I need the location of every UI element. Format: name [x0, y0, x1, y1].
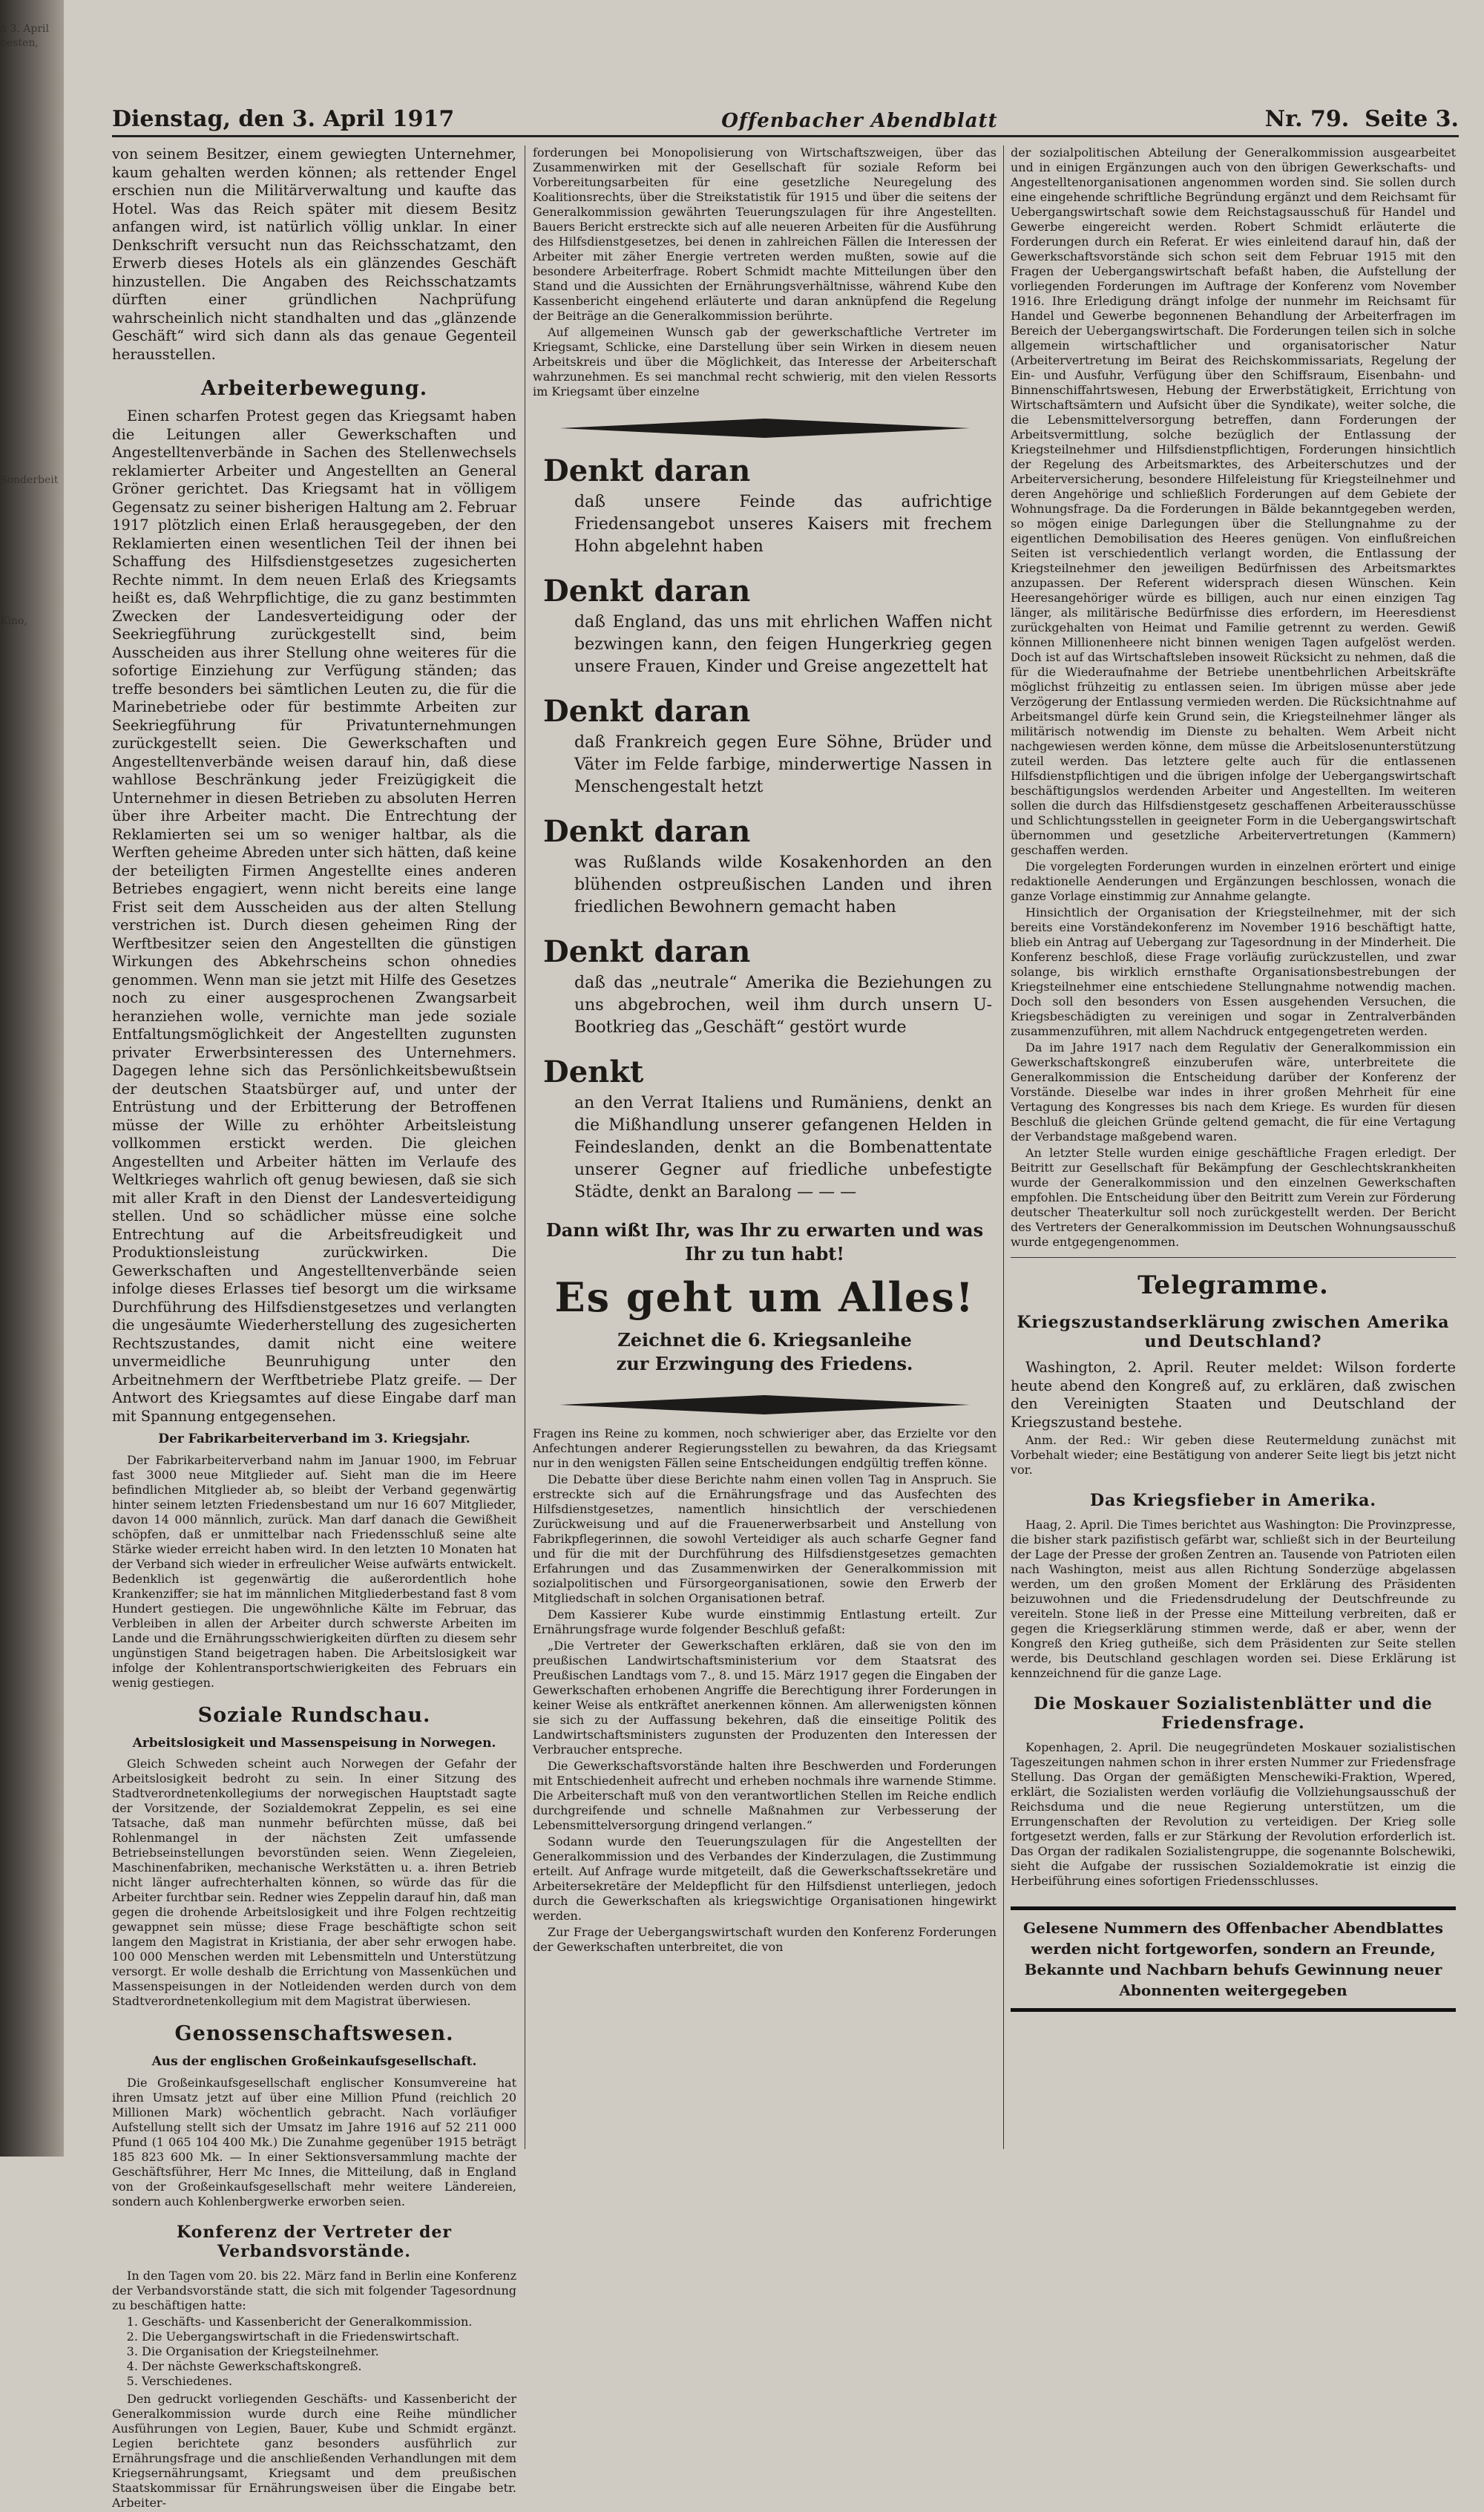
article-text: An letzter Stelle wurden einige geschäftliche Fragen erledigt. Der Beitritt zur Gesellschaft für Bekämpfung der Geschlechtskrankheiten wurde der Generalkommission und den einzelnen Gewerkschaften empfohlen. Die Entscheidung über den Beitritt zum Verein zur Förderung deutscher Theaterkultur soll noch zurückgestellt werden. Der Bericht des Vertreters der Generalkommission im Deutschen Wohnungsausschuß wurde entgegengenommen.	[1011, 1146, 1456, 1249]
article-text: Die Großeinkaufsgesellschaft englischer Konsumvereine hat ihren Umsatz jetzt auf über eine Million Pfund (reichlich 20 Millionen Mark) wöchentlich gebracht. Nach vorläufiger Aufstellung stellt sich der Umsatz im Jahre 1916 auf 52 211 000 Pfund (1 065 104 400 Mk.) Die Zunahme gegenüber 1915 beträgt 185 823 600 Mk. — In einer Sektionsversammlung machte der Geschäftsführer, Herr Mc Innes, die Mitteilung, daß in England von der Großeinkaufsgesellschaft mehr weitere Ländereien, sondern auch Kohlenbergwerke erworben seien.	[112, 2075, 516, 2208]
ornament-divider	[559, 419, 970, 438]
edge-fragment	[0, 1023, 58, 1037]
edge-fragment	[0, 1235, 58, 1249]
edge-fragment	[0, 1249, 58, 1263]
edge-fragment	[0, 318, 58, 332]
edge-fragment	[0, 177, 58, 191]
edge-fragment	[0, 1164, 58, 1178]
telegram-text: Kopenhagen, 2. April. Die neugegründeten Moskauer sozialistischen Tageszeitungen nahmen schon in ihrer ersten Nummer zur Friedensfrage Stellung. Das Organ der gemäßigten Menschewiki-Fraktion, Wpered, erklärt, die Sozialisten werden vorläufig die Vollziehungsausschuß der Reichsduma und die neue Regierung unterstützen, um die Errungenschaften der Revolution zu verteidigen. Der Krieg solle fortgesetzt werden, falls er zur Stärkung der Revolution erforderlich ist. Das Organ der radikalen Sozialistengruppe, die sogenannte Bolschewiki, sieht die Aufgabe der russischen Sozialdemokratie ist einzig die Herbeiführung eines sofortigen Friedensschlusses.	[1011, 1740, 1456, 1888]
edge-fragment	[0, 812, 58, 826]
subscription-notice: Gelesene Nummern des Offenbacher Abendblattes werden nicht fortgeworfen, sondern an Freunde, Bekannte und Nachbarn behufs Gewinnung neuer Abonnenten weitergegeben	[1011, 1906, 1456, 2012]
page-header	[112, 101, 1459, 137]
edge-fragment	[0, 107, 58, 121]
edge-fragment	[0, 1334, 58, 1348]
edge-fragment	[0, 262, 58, 276]
section-heading: Genossenschaftswesen.	[174, 2022, 454, 2045]
ad-text: daß England, das uns mit ehrlichen Waffen nicht bezwingen kann, den feigen Hungerkrieg gegen unsere Frauen, Kinder und Greise angezettelt hat	[574, 613, 992, 676]
column-rule-2	[1003, 145, 1004, 2149]
page-number: Seite 3.	[1365, 106, 1459, 132]
edge-fragment	[0, 671, 58, 685]
edge-fragment	[0, 699, 58, 713]
edge-fragment	[0, 1404, 58, 1418]
edge-fragment	[0, 93, 58, 107]
ad-heading: Denkt daran	[543, 934, 751, 969]
edge-fragment	[0, 1037, 58, 1052]
edge-fragment	[0, 770, 58, 784]
ad-slogan: Es geht um Alles!	[554, 1273, 975, 1321]
ad-signature-2: zur Erzwingung des Friedens.	[616, 1353, 913, 1374]
edge-fragment	[0, 1178, 58, 1193]
agenda-item: 4. Der nächste Gewerkschaftskongreß.	[142, 2359, 516, 2374]
edge-fragment	[0, 1263, 58, 1277]
edge-fragment	[0, 1221, 58, 1235]
edge-fragment	[0, 727, 58, 741]
edge-fragment	[0, 530, 58, 544]
newspaper-page	[71, 88, 1472, 2510]
ad-heading: Denkt daran	[543, 453, 751, 488]
edge-fragment	[0, 981, 58, 995]
edge-fragment	[0, 784, 58, 798]
edge-fragment	[0, 939, 58, 953]
edge-fragment	[0, 1390, 58, 1404]
edge-fragment	[0, 713, 58, 727]
article-text: Die Gewerkschaftsvorstände halten ihre Beschwerden und Forderungen mit Entschiedenheit aufrecht und erheben nochmals ihre warnende Stimme. Die Arbeiterschaft muß von den verantwortlichen Stellen im Reiche endlich durchgreifende und schnelle Maßnahmen zur Verbesserung der Lebensmittelversorgung dringend verlangen.“	[533, 1759, 997, 1832]
article-text: Den gedruckt vorliegenden Geschäfts- und Kassenbericht der Generalkommission wurde durch eine Reihe mündlicher Ausführungen von Legien, Bauer, Kube und Schmidt ergänzt. Legien berichtete ganz besonders ausführlich zur Ernährungsfrage und die anschließenden Verhandlungen mit dem Kriegsernährungsamt, Kriegsamt und dem preußischen Staatskommissar für Ernährungsweisen über die Eingabe betr. Arbeiter-	[112, 2391, 516, 2510]
edge-fragment	[0, 445, 58, 459]
edge-fragment: Sonderbeit	[0, 474, 58, 486]
edge-fragment: Kino,	[0, 615, 27, 627]
edge-fragment	[0, 220, 58, 234]
ad-text: daß das „neutrale“ Amerika die Beziehungen zu uns abgebrochen, weil ihm durch unsern U-Bootkrieg das „Geschäft“ gestört wurde	[574, 974, 992, 1037]
edge-fragment	[0, 911, 58, 925]
article-subheading: Der Fabrikarbeiterverband im 3. Kriegsjahr.	[158, 1432, 470, 1446]
edge-fragment	[0, 868, 58, 882]
ad-heading: Denkt daran	[543, 574, 751, 609]
edge-fragment	[0, 840, 58, 854]
article-text: Dem Kassierer Kube wurde einstimmig Entlastung erteilt. Zur Ernährungsfrage wurde folgender Beschluß gefaßt:	[533, 1607, 997, 1636]
article-continued: forderungen bei Monopolisierung von Wirtschaftszweigen, über das Zusammenwirken mit der Gesellschaft für soziale Reform bei Vorbereitungsarbeiten für eine gesetzliche Neuregelung des Koalitionsrechts, über die Streikstatistik für 1915 und über die seitens der Generalkommission gewährten Teuerungszulagen für ihre Angestellten. Bauers Bericht erstreckte sich auf alle neueren Arbeiten für die Ausführung des Hilfsdienstgesetzes, bei denen in zahlreichen Fällen die Interessen der Arbeiter mit zäher Energie vertreten werden mußten, sowie auf die besondere Arbeiterfrage. Robert Schmidt machte Mitteilungen über den Stand und die Aussichten der Ernährungsverhältnisse, während Kube den Kassenbericht eingehend erläuterte und daran anknüpfend die Regelung der Beiträge an die Generalkommission berührte.	[533, 145, 997, 323]
telegram-text: Haag, 2. April. Die Times berichtet aus Washington: Die Provinzpresse, die bisher stark pazifistisch gefärbt war, schließt sich in der Beurteilung der Lage der Presse der großen Zentren an. Tausende von Patrioten eilen nach Washington, meist aus allen Richtung Sonderzüge abgelassen werden, um den großen Moment der Erklärung des Präsidenten beizuwohnen und die Friedensdrudelung der Deutschfreunde zu vereiteln. Stone ließ in der Presse eine Mitteilung verbreiten, daß er gegen die Kriegserklärung stimmen werde, daß er aber, wenn der Kongreß den Krieg gutheiße, sich dem Präsidenten zur Seite stellen werde, bis Deutschland geschlagen worden sei. Diese Erklärung ist kennzeichnend für die ganze Lage.	[1011, 1518, 1456, 1680]
war-bond-advertisement	[533, 419, 997, 1414]
telegram-headline: Die Moskauer Sozialistenblätter und die Friedensfrage.	[1034, 1694, 1433, 1733]
edge-fragment	[0, 1052, 58, 1066]
telegram-headline: Das Kriegsfieber in Amerika.	[1089, 1491, 1377, 1510]
ad-text: was Rußlands wilde Kosakenhorden an den blühenden ostpreußischen Landen und ihren friedlichen Bewohnern gemacht haben	[574, 853, 992, 916]
article-subheading: Arbeitslosigkeit und Massenspeisung in Norwegen.	[132, 1735, 496, 1751]
edge-fragment	[0, 65, 58, 79]
edge-fragment	[0, 135, 58, 149]
edge-fragment: besten,	[0, 37, 39, 49]
edge-fragment	[0, 1136, 58, 1150]
article-text: Die Debatte über diese Berichte nahm einen vollen Tag in Anspruch. Sie erstreckte sich auf die Ernährungsfrage und das Ausfechten des Hilfsdienstgesetzes, namentlich hinsichtlich der verschiedenen Zurückweisung und auf die Frauenerwerbsarbeit und Anstellung von Fabrikpflegerinnen, die sowohl Verteidiger als auch scharfe Gegner fand und für die mit der Durchführung des Hilfsdienstgesetzes gemachten Erfahrungen und das Zusammenwirken der Generalkommission mit sozialpolitischen und Fürsorgeorganisationen, sowie den Erwerb der Mitgliedschaft in solchen Organisationen betraf.	[533, 1472, 997, 1605]
edge-fragment	[0, 304, 58, 318]
edge-fragment	[0, 290, 58, 304]
edge-fragment	[0, 502, 58, 516]
article-text: Hinsichtlich der Organisation der Kriegsteilnehmer, mit der sich bereits eine Vorständekonferenz im November 1916 beschäftigt hatte, blieb ein Antrag auf Uebergang zur Tagesordnung in der Minderheit. Die Konferenz beschloß, diese Frage vorläufig zurückzustellen, und zwar solange, bis wirklich ernsthafte Organisationsbestrebungen der Kriegsteilnehmer eine entschiedene Stellungnahme notwendig machen. Doch soll den besonders von Essen ausgehenden Versuchen, die Kriegsbeschädigten zu vereinigen und sogar in Zentralverbänden zusammenzuführen, mit allem Nachdruck entgegengetreten werden.	[1011, 905, 1456, 1038]
edge-fragment	[0, 629, 58, 643]
ad-heading: Denkt daran	[543, 694, 751, 729]
edge-fragment	[0, 276, 58, 290]
edge-fragment	[0, 882, 58, 896]
edge-fragment	[0, 643, 58, 657]
edge-fragment	[0, 347, 58, 361]
issue-number: Nr. 79.	[1264, 106, 1350, 132]
column-3	[1011, 145, 1456, 2012]
edge-fragment	[0, 1207, 58, 1221]
edge-fragment	[0, 967, 58, 981]
article-text: In den Tagen vom 20. bis 22. März fand in Berlin eine Konferenz der Verbandsvorstände statt, die sich mit folgender Tagesordnung zu beschäftigen hatte:	[112, 2268, 516, 2312]
edge-fragment	[0, 685, 58, 699]
edge-fragment	[0, 1108, 58, 1122]
edge-fragment	[0, 826, 58, 840]
column-1	[112, 145, 516, 2512]
ornament-divider	[559, 1395, 970, 1414]
edge-fragment	[0, 1009, 58, 1023]
edge-fragment	[0, 403, 58, 417]
edge-fragment	[0, 163, 58, 177]
newspaper-title: Offenbacher Abendblatt	[721, 110, 998, 132]
adjacent-page-edge	[0, 22, 58, 2160]
agenda-item: 3. Die Organisation der Kriegsteilnehmer.	[142, 2344, 516, 2359]
edge-fragment	[0, 600, 58, 614]
section-heading: Arbeiterbewegung.	[200, 377, 428, 400]
edge-fragment	[0, 431, 58, 445]
edge-fragment	[0, 1362, 58, 1376]
agenda-item: 1. Geschäfts- und Kassenbericht der Generalkommission.	[142, 2315, 516, 2329]
edge-fragment	[0, 995, 58, 1009]
edge-fragment	[0, 1291, 58, 1305]
edge-fragment	[0, 657, 58, 671]
edge-fragment	[0, 389, 58, 403]
section-heading: Telegramme.	[1137, 1270, 1329, 1300]
edge-fragment	[0, 375, 58, 389]
section-heading: Soziale Rundschau.	[197, 1703, 431, 1727]
article-text: Die vorgelegten Forderungen wurden in einzelnen erörtert und einige redaktionelle Aenderungen und Ergänzungen beschlossen, wonach die ganze Vorlage einstimmig zur Annahme gelangte.	[1011, 859, 1456, 903]
article-text: Fragen ins Reine zu kommen, noch schwieriger aber, das Erzielte vor den Anfechtungen anderer Regierungsstellen zu bewahren, da das Kriegsamt nur in den wenigsten Fällen seine Entscheidungen endgültig treffen könne.	[533, 1426, 997, 1470]
section-heading: Konferenz der Vertreter der Verbandsvorstände.	[177, 2222, 452, 2261]
edge-fragment	[0, 1122, 58, 1136]
edge-fragment	[0, 1193, 58, 1207]
edge-fragment	[0, 50, 58, 65]
edge-fragment	[0, 798, 58, 812]
article-subheading: Aus der englischen Großeinkaufsgesellschaft.	[151, 2054, 477, 2069]
telegram-text: Washington, 2. April. Reuter meldet: Wilson forderte heute abend den Kongreß auf, zu erklären, daß zwischen den Vereinigten Staaten und Deutschland der Kriegszustand bestehe.	[1011, 1359, 1456, 1431]
edge-fragment	[0, 1305, 58, 1319]
edge-fragment	[0, 206, 58, 220]
edge-fragment	[0, 755, 58, 770]
edge-fragment	[0, 741, 58, 755]
edge-fragment	[0, 361, 58, 375]
edge-fragment	[0, 854, 58, 868]
article-text: „Die Vertreter der Gewerkschaften erklären, daß sie von den im preußischen Landwirtschaftsministerium vor dem Staatsrat des Preußischen Landtags vom 7., 8. und 15. März 1917 gegen die Eingaben der Gewerkschaften erhobenen Angriffe die Berechtigung ihrer Forderungen in keiner Weise als entkräftet anerkennen können. Am allerwenigsten können sie sich zu der Auffassung bekehren, daß die einseitige Politik des Landwirtschaftsministers zugunsten der Produzenten den Interessen der Verbraucher entspreche.	[533, 1639, 997, 1757]
edge-fragment	[0, 79, 58, 93]
divider	[1011, 1257, 1456, 1258]
article-text: Sodann wurde den Teuerungszulagen für die Angestellten der Generalkommission und des Verbandes der Kinderzulagen, die Zustimmung erteilt. Auf Anfrage wurde mitgeteilt, daß die Gewerkschaftssekretäre und Arbeitersekretäre der Meldepflicht für den Hilfsdienst unterliegen, jedoch durch die Gewerkschaften als kriegswichtige Organisationen hingewirkt werden.	[533, 1834, 997, 1923]
edge-fragment	[0, 925, 58, 939]
edge-fragment	[0, 1277, 58, 1291]
edge-fragment	[0, 1066, 58, 1080]
ad-heading: Denkt	[543, 1055, 644, 1089]
edge-fragment	[0, 953, 58, 967]
edge-fragment	[0, 332, 58, 347]
telegram-headline: Kriegszustandserklärung zwischen Amerika und Deutschland?	[1017, 1313, 1450, 1351]
edge-fragment	[0, 558, 58, 572]
article-continued: von seinem Besitzer, einem gewiegten Unternehmer, kaum gehalten werden können; als rettender Engel erschien nun die Militärverwaltung und kaufte das Hotel. Was das Reich später mit diesem Besitz anfangen wird, ist natürlich völlig unklar. In einer Denkschrift versucht nun das Reichsschatzamt, den Erwerb dieses Hotels als ein glänzendes Geschäft hinzustellen. Die Angaben des Reichsschatzamts dürften einer gründlichen Nachprüfung wahrscheinlich nicht standhalten und das „glänzende Geschäft“ wird sich dann als das genaue Gegenteil herausstellen.	[112, 145, 516, 363]
article-text: Auf allgemeinen Wunsch gab der gewerkschaftliche Vertreter im Kriegsamt, Schlicke, eine Darstellung über sein Wirken in diesem neuen Arbeitskreis und über die Möglichkeit, das Interesse der Arbeiterschaft wahrzunehmen. Es sei manchmal recht schwierig, mit den vielen Ressorts im Kriegsamt über einzelne	[533, 325, 997, 399]
column-2	[533, 145, 997, 1956]
article-text: Einen scharfen Protest gegen das Kriegsamt haben die Leitungen aller Gewerkschaften und Angestelltenverbände in Sachen des Stellenwechsels reklamierter Arbeiter und Angestellten an General Gröner gerichtet. Das Kriegsamt hat in völligem Gegensatz zu seiner bisherigen Haltung am 2. Februar 1917 plötzlich einen Erlaß herausgegeben, der den Reklamierten einen wesentlichen Teil der ihnen bei Schaffung des Hilfsdienstgesetzes zugesicherten Rechte nimmt. In dem neuen Erlaß des Kriegsamts heißt es, daß Wehrpflichtige, die zu ganz bestimmten Zwecken der Landesverteidigung oder der Seekriegführung zurückgestellt sind, beim Ausscheiden aus ihrer Stellung ohne weiteres für die sofortige Einziehung zur Verfügung ständen; das treffe besonders bei sämtlichen Leuten zu, die für die Marinebetriebe oder für bestimmte Arbeiten zur Seekriegführung für Privatunternehmungen zurückgestellt seien. Die Gewerkschaften und Angestelltenverbände weisen darauf hin, daß diese wahllose Beschränkung jeder Freizügigkeit die Unternehmer in diesen Betrieben zu absoluten Herren über ihre Arbeiter macht. Die Entrechtung der Reklamierten sei um so weniger haltbar, als die Werften geheime Abreden unter sich hätten, daß keine der beteiligten Firmen Angestellte eines anderen Betriebes engagiert, wenn nicht bereits eine lange Frist seit dem Ausscheiden aus der alten Stellung verstrichen ist. Durch diesen geheimen Ring der Werftbesitzer seien den Angestellten die günstigen Wirkungen des Abkehrscheins schon ohnedies genommen. Wenn man sie jetzt mit Hilfe des Gesetzes noch zu einer ausgesprochenen Zwangsarbeit heranziehen wolle, vernichte man jede soziale Entfaltungsmöglichkeit der Angestellten zugunsten privater Erwerbsinteressen des Unternehmers. Dagegen lehne sich das Persönlichkeitsbewußtsein der deutschen Staatsbürger auf, und unter der Entrüstung und der Erbitterung der Betroffenen müsse der Wille zu erhöhter Arbeitsleistung vollkommen erstickt werden. Die gleichen Angestellten und Arbeiter hätten im Verlaufe des Weltkrieges wahrlich oft genug bewiesen, daß sie sich mit aller Kraft in den Dienst der Landesverteidigung stellen. Und so schädlicher müsse eine solche Entrechtung auf die Arbeitsfreudigkeit und Produktionsleistung zurückwirken. Die Gewerkschaften und Angestelltenverbände seien infolge dieses Erlasses tief besorgt um die wirksame Durchführung des Hilfsdienstgesetzes und verlangten die ungesäumte Wiederherstellung des zugesicherten Rechtszustandes, damit nicht eine weitere unvermeidliche Beunruhigung unter den Arbeitnehmern der Werftbetriebe Platz greife. — Der Antwort des Kriegsamtes auf diese Eingabe darf man mit Spannung entgegensehen.	[112, 407, 516, 1425]
edge-fragment	[0, 149, 58, 163]
article-text: Zur Frage der Uebergangswirtschaft wurden den Konferenz Forderungen der Gewerkschaften unterbreitet, die von	[533, 1925, 997, 1954]
edge-fragment	[0, 1348, 58, 1362]
edge-fragment	[0, 544, 58, 558]
edge-fragment	[0, 516, 58, 530]
ad-signature-1: Zeichnet die 6. Kriegsanleihe	[617, 1329, 912, 1351]
agenda-item: 5. Verschiedenes.	[142, 2374, 516, 2389]
ad-call: Dann wißt Ihr, was Ihr zu erwarten und was Ihr zu tun habt!	[545, 1219, 984, 1265]
edge-fragment	[0, 459, 58, 473]
edge-fragment	[0, 488, 58, 502]
edge-fragment	[0, 417, 58, 431]
edge-fragment	[0, 1319, 58, 1334]
ad-text: daß Frankreich gegen Eure Söhne, Brüder und Väter im Felde farbige, minderwertige Nassen in Menschengestalt hetzt	[574, 733, 992, 796]
edge-fragment: n 3. April	[0, 23, 49, 35]
edge-fragment	[0, 121, 58, 135]
ad-text: an den Verrat Italiens und Rumäniens, denkt an die Mißhandlung unserer gefangenen Helden in Feindeslanden, denkt an die Bombenattentate unserer Gegner auf friedliche unbefestigte Städte, denkt an Baralong — — —	[574, 1094, 992, 1201]
editor-note: Anm. der Red.: Wir geben diese Reutermeldung zunächst mit Vorbehalt wieder; eine Bestätigung von anderer Seite liegt bis jetzt nicht vor.	[1011, 1433, 1456, 1477]
edge-fragment	[0, 1376, 58, 1390]
edge-fragment	[0, 248, 58, 262]
article-continued: der sozialpolitischen Abteilung der Generalkommission ausgearbeitet und in einigen Ergänzungen auch von den übrigen Gewerkschafts- und Angestelltenorganisationen angenommen worden sind. Sie sollen durch eine eingehende schriftliche Begründung ergänzt und dem Reichsamt für Uebergangswirtschaft sowie dem Reichstagsausschuß für Handel und Gewerbe eingereicht werden. Robert Schmidt erläuterte die Forderungen durch ein Referat. Er wies einleitend darauf hin, daß der Gewerkschaftsvorstände sich schon seit dem Februar 1915 mit den Fragen der Uebergangswirtschaft befaßt haben, die Aufstellung der vorliegenden Forderungen im Auftrage der Konferenz vom November 1916. Ihre Erledigung drängt infolge der nunmehr im Reichsamt für Handel und Gewerbe begonnenen Behandlung der Arbeiterfragen im Bereich der Uebergangswirtschaft. Die Forderungen teilen sich in solche allgemein wirtschaftlicher und organisatorischer Natur (Arbeitervertretung im Beirat des Reichskommissariats, Regelung der Ein- und Ausfuhr, Verfügung über den Schiffsraum, Eisenbahn- und Binnenschiffahrtswesen, Hebung der Erwerbstätigkeit, Errichtung von Wirtschaftsämtern und Aufsicht über die Syndikate), weiter solche, die die Lebensmittelversorgung betreffen, dann Forderungen der Arbeitsvermittlung, solche bezüglich der Entlassung der Kriegsteilnehmer und Hilfsdienstpflichtigen, Forderungen hinsichtlich der Regelung des Arbeitsmarktes, des Arbeiterschutzes und der Arbeiterversicherung, besondere Hilfeleistung für Kriegsteilnehmer und deren Angehörige und schließlich Forderungen auf dem Gebiete der Wohnungsfrage. Da die Forderungen in Bälde bekanntgegeben werden, so mögen einige Darlegungen über die Stellungnahme zu der eigentlichen Demobilisation des Heeres genügen. Von einflußreichen Seiten ist verschiedentlich verlangt worden, die Entlassung der Kriegsteilnehmer den jeweiligen Bedürfnissen des Arbeitsmarktes anzupassen. Der Referent widersprach diesen Wünschen. Kein Heeresangehöriger würde es billigen, auch nur einen einzigen Tag länger, als militärische Bedürfnisse dies erfordern, im Heeresdienst zurückgehalten von Heimat und Familie getrennt zu werden. Gewiß können Millionenheere nicht binnen wenigen Tagen aufgelöst werden. Doch ist auf das Wirtschaftsleben insoweit Rücksicht zu nehmen, daß die für die Wiederaufnahme der Betriebe unentbehrlichen Arbeitskräfte möglichst frühzeitig zu entlassen seien. Im übrigen müsse aber jede Verzögerung der Entlassung vermieden werden. Die Rücksichtnahme auf Arbeitsmangel dürfe kein Grund sein, die Kriegsteilnehmer länger als militärisch notwendig im Dienste zu behalten. Wem Arbeit nicht nachgewiesen werden könne, dem müsse die Arbeitslosenunterstützung zuteil werden. Das letztere gelte auch für die entlassenen Hilfsdienstpflichtigen und die übrigen infolge der Uebergangswirtschaft beschäftigungslos werdenden Arbeiter und Angestellten. Im weiteren sollen die durch das Hilfsdienstgesetz geschaffenen Arbeiterausschüsse und Schlichtungsstellen in geeigneter Form in die Uebergangswirtschaft übernommen und gesetzliche Arbeitervertretungen (Kammern) geschaffen werden.	[1011, 145, 1456, 857]
article-text: Gleich Schweden scheint auch Norwegen der Gefahr der Arbeitslosigkeit bedroht zu sein. In einer Sitzung des Stadtverordnetenkollegiums der norwegischen Hauptstadt sagte der Vorsitzende, der Sozialdemokrat Zeppelin, es sei eine Tatsache, daß man nunmehr befürchten müsse, daß bei Rohlenmangel in der nächsten Zeit umfassende Betriebseinstellungen bevorstünden seien. Wenn Ziegeleien, Maschinenfabriken, mechanische Werkstätten u. a. ihren Betrieb nicht länger aufrechterhalten können, so würde das für die Arbeiter furchtbar sein. Redner wies Zeppelin darauf hin, daß man gegen die drohende Arbeitslosigkeit und ihre Folgen rechtzeitig gewappnet sein müsse; diese Frage beschäftigte schon seit langem den Magistrat in Kristiania, der aber sehr erwogen habe. 100 000 Menschen werden mit Lebensmitteln und Unterstützung versorgt. Er wolle deshalb die Errichtung von Massenküchen und Massenspeisungen in der Notleidenden werden durch von dem Stadtverordnetenkollegium mit dem Magistrat überwiesen.	[112, 1757, 516, 2008]
edge-fragment	[0, 234, 58, 248]
issue-date: Dienstag, den 3. April 1917	[112, 106, 455, 132]
article-text: Da im Jahre 1917 nach dem Regulativ der Generalkommission ein Gewerkschaftskongreß einzuberufen wäre, unterbreitete die Generalkommission die Entscheidung darüber der Konferenz der Vorstände. Dieselbe war indes in ihrer großen Mehrheit für eine Vertagung des Kongresses bis nach dem Kriege. Es wurden für diesen Beschluß die gleichen Gründe geltend gemacht, die für eine Vertagung der Verbandstage maßgebend waren.	[1011, 1040, 1456, 1144]
edge-fragment	[0, 572, 58, 586]
article-text: Der Fabrikarbeiterverband nahm im Januar 1900, im Februar fast 3000 neue Mitglieder auf. Sieht man die im Heere befindlichen Mitglieder ab, so bleibt der Verband gegenwärtig hinter seinem letzten Friedensbestand um nur 16 607 Mitglieder, davon 14 000 männlich, zurück. Man darf danach die Gewißheit schöpfen, daß er unmittelbar nach Friedensschluß seine alte Stärke wieder erreicht haben wird. In den letzten 10 Monaten hat der Verband sich wieder in erfreulicher Weise aufwärts entwickelt. Bedenklich ist gegenwärtig die außerordentlich hohe Krankenziffer; sie hat im männlichen Mitgliederbestand fast 8 vom Hundert gestiegen. Die ungewöhnliche Kälte im Februar, das Verbleiben in allen der Arbeiter durch schwerste Arbeiten im Lande und die Ernährungsschwierigkeiten dürften zu diesem sehr ungünstigen Stand beigetragen haben. Die Arbeitslosigkeit war infolge der Kohlentransportschwierigkeiten des Februars ein wenig gestiegen.	[112, 1452, 516, 1690]
agenda-list	[142, 2315, 516, 2389]
edge-fragment	[0, 1150, 58, 1164]
edge-fragment	[0, 896, 58, 911]
edge-fragment	[0, 586, 58, 600]
ad-heading: Denkt daran	[543, 814, 751, 849]
ad-text: daß unsere Feinde das aufrichtige Friedensangebot unseres Kaisers mit frechem Hohn abgelehnt haben	[574, 493, 992, 556]
agenda-item: 2. Die Uebergangswirtschaft in die Friedenswirtschaft.	[142, 2329, 516, 2344]
edge-fragment	[0, 1080, 58, 1094]
edge-fragment	[0, 1094, 58, 1108]
issue-page	[1265, 106, 1459, 135]
edge-fragment	[0, 191, 58, 206]
